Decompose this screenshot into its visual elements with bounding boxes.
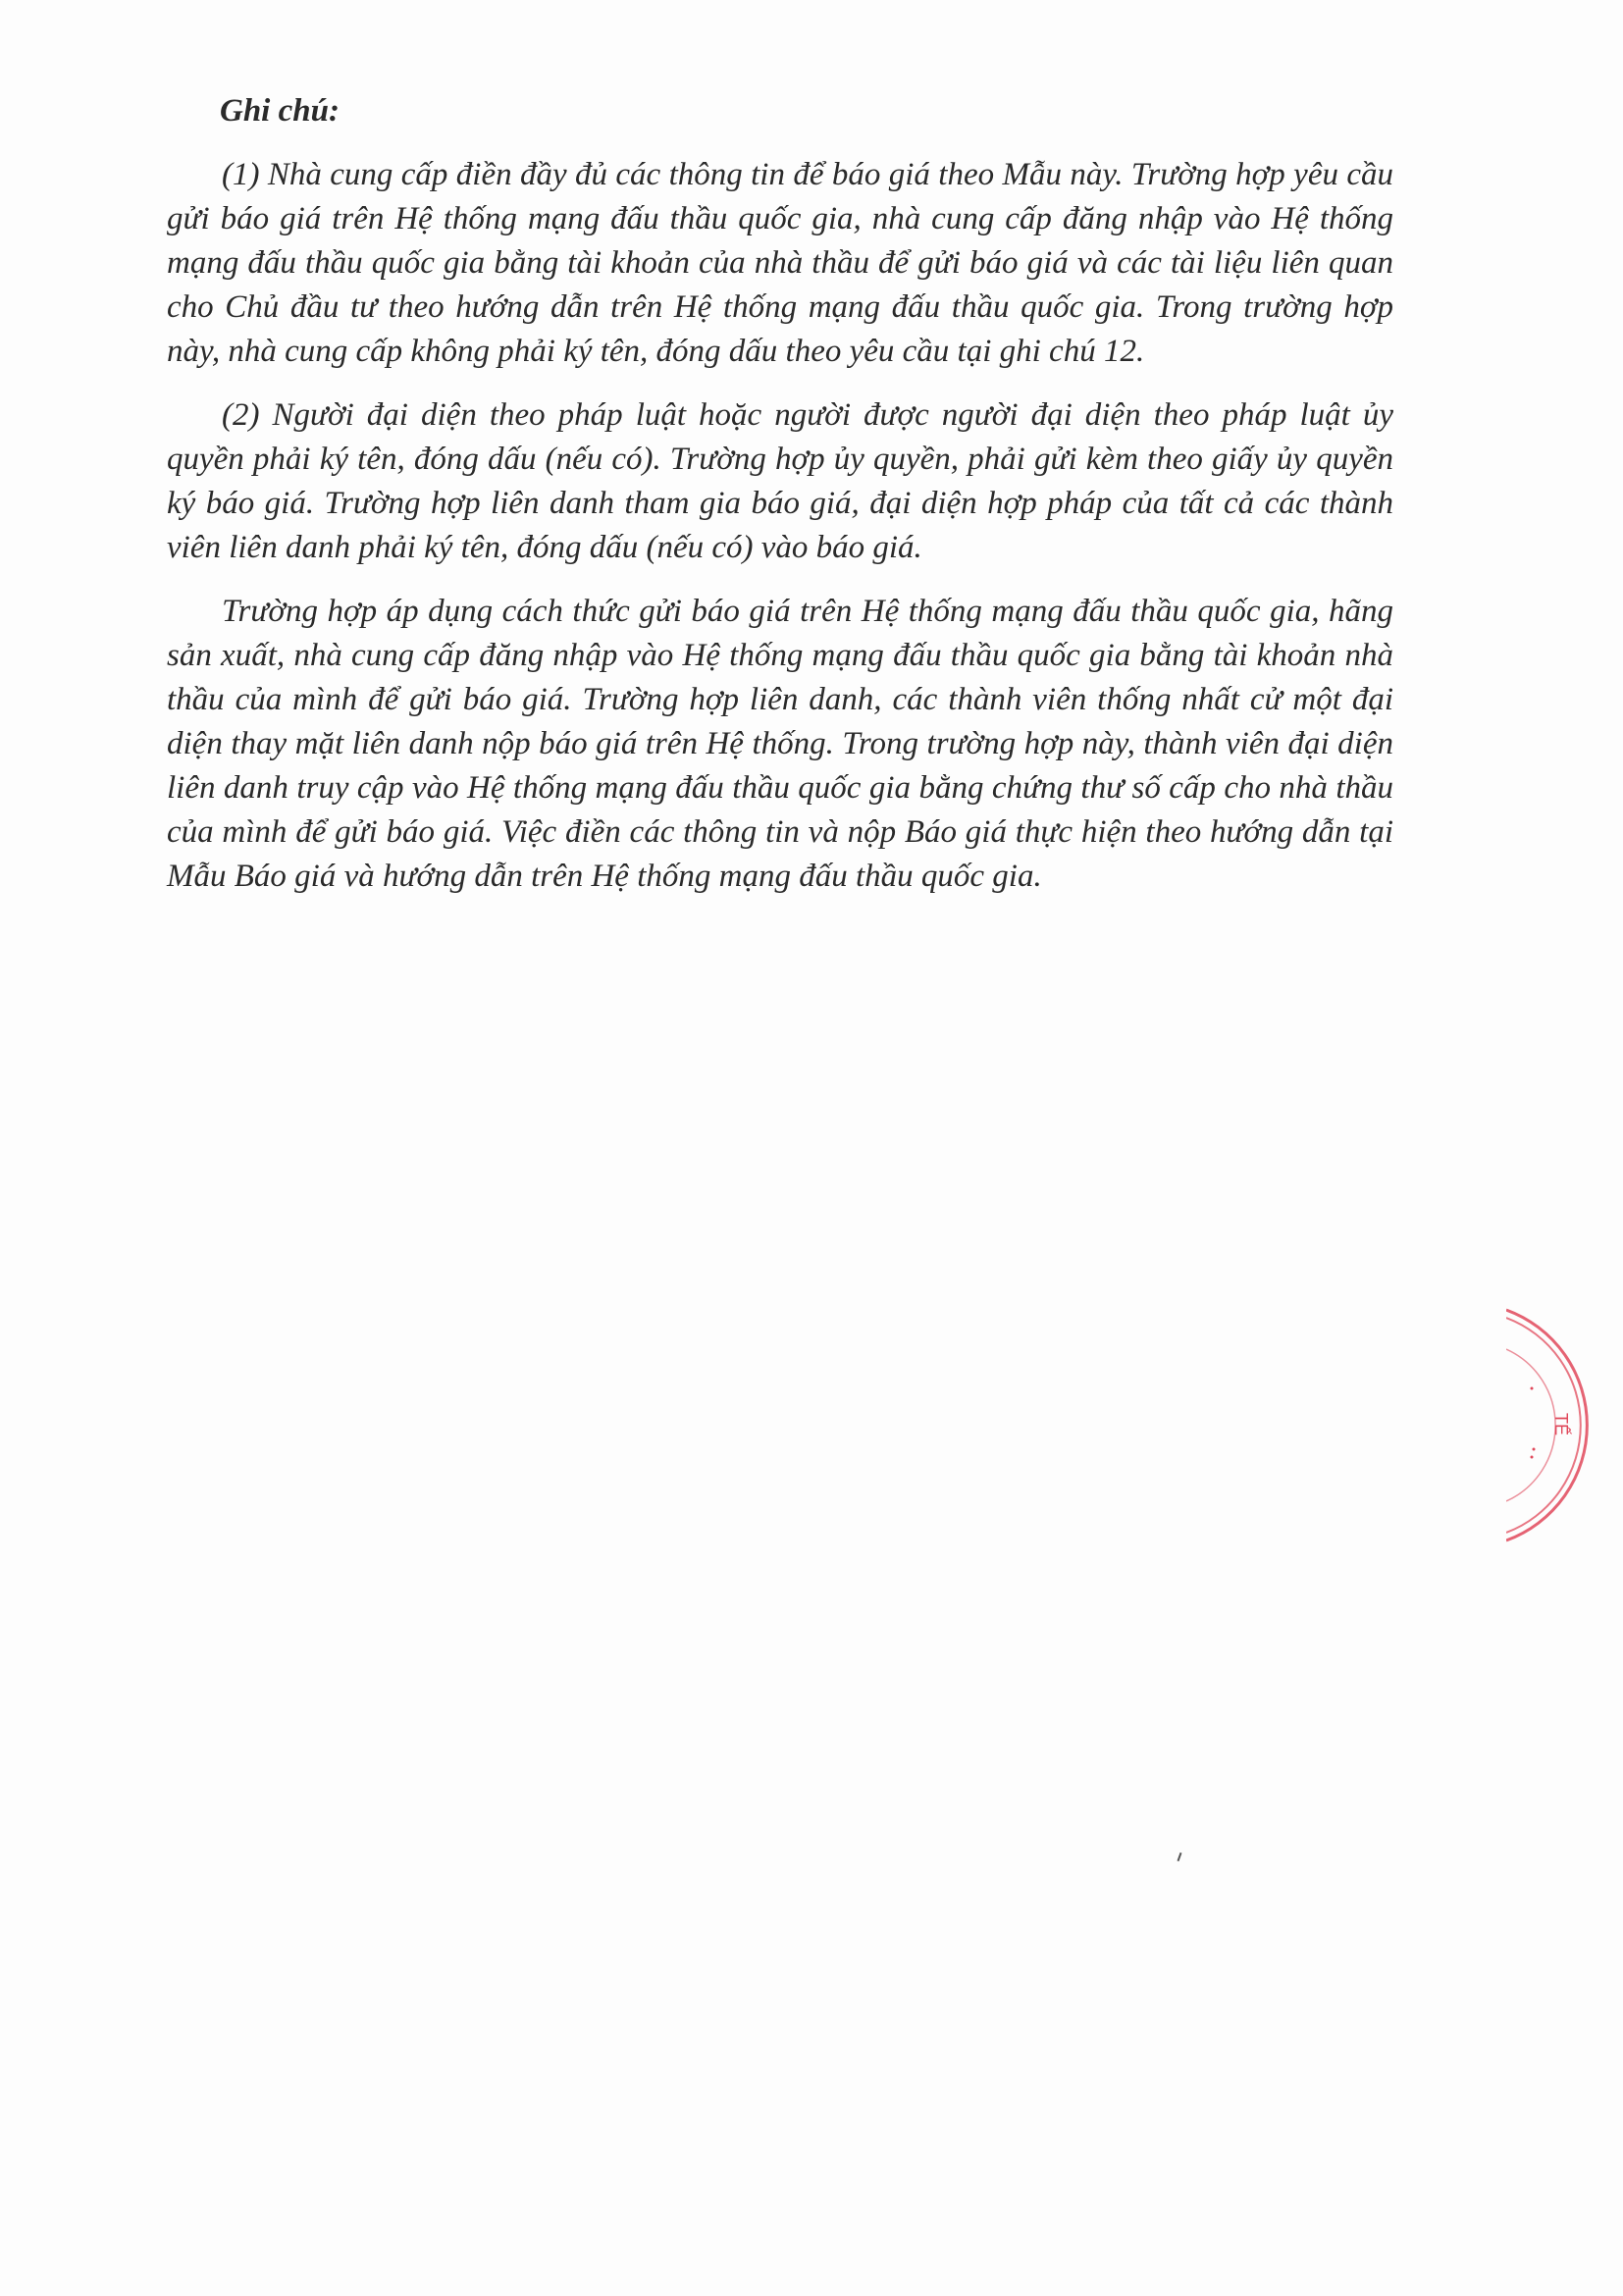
note-paragraph-1: (1) Nhà cung cấp điền đầy đủ các thông tin để báo giá theo Mẫu này. Trường hợp yêu cầu gửi báo giá trên Hệ thống mạng đấu thầu quốc gia, nhà cung cấp đăng nhập vào Hệ thống mạng đấu thầu quốc gia bằng tài khoản của nhà thầu để gửi báo giá và các tài liệu liên quan cho Chủ đầu tư theo hướng dẫn trên Hệ thống mạng đấu thầu quốc gia. Trong trường hợp này, nhà cung cấp không phải ký tên, đóng dấu theo yêu cầu tại ghi chú 12. (167, 157, 1393, 369)
note-paragraph-3: Trường hợp áp dụng cách thức gửi báo giá trên Hệ thống mạng đấu thầu quốc gia, hãng sản xuất, nhà cung cấp đăng nhập vào Hệ thống mạng đấu thầu quốc gia bằng tài khoản nhà thầu của mình để gửi báo giá. Trường hợp liên danh, các thành viên thống nhất cử một đại diện thay mặt liên danh nộp báo giá trên Hệ thống. Trong trường hợp này, thành viên đại diện liên danh truy cập vào Hệ thống mạng đấu thầu quốc gia bằng chứng thư số cấp cho nhà thầu của mình để gửi báo giá. Việc điền các thông tin và nộp Báo giá thực hiện theo hướng dẫn tại Mẫu Báo giá và hướng dẫn trên Hệ thống mạng đấu thầu quốc gia. (167, 594, 1393, 894)
notes-section (167, 90, 1393, 918)
scan-speck (1178, 1852, 1182, 1861)
stamp-text: TẾ (1551, 1413, 1571, 1436)
notes-heading: Ghi chú: (220, 93, 340, 129)
note-paragraph-2: (2) Người đại diện theo pháp luật hoặc người được người đại diện theo pháp luật ủy quyền phải ký tên, đóng dấu (nếu có). Trường hợp ủy quyền, phải gửi kèm theo giấy ủy quyền ký báo giá. Trường hợp liên danh tham gia báo giá, đại diện hợp pháp của tất cả các thành viên liên danh phải ký tên, đóng dấu (nếu có) vào báo giá. (167, 397, 1393, 565)
red-seal-stamp (1506, 1300, 1623, 1555)
